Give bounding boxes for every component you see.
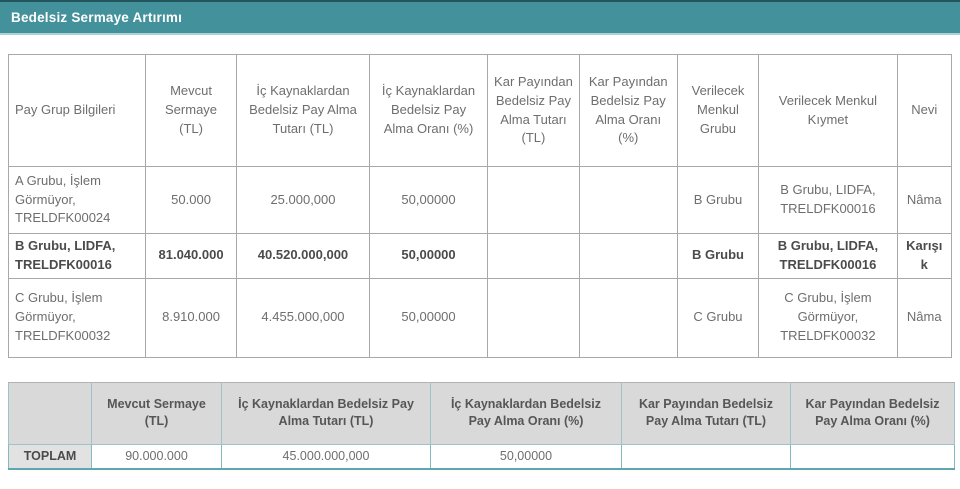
table-row (9, 234, 952, 279)
totals-table-header (9, 382, 955, 444)
column-header: Nevi (897, 55, 952, 167)
totals-cell (622, 444, 791, 469)
share-groups-table-header (9, 55, 952, 167)
totals-column-header: İç Kaynaklardan Bedelsiz Pay Alma Tutarı (TL) (222, 382, 431, 444)
table-cell: Nâma (897, 167, 952, 234)
totals-column-header: Mevcut Sermaye (TL) (92, 382, 222, 444)
totals-cell: 45.000.000,000 (222, 444, 431, 469)
page-title: Bedelsiz Sermaye Artırımı (11, 10, 183, 25)
table-cell: Nâma (897, 278, 952, 357)
column-header: Kar Payından Bedelsiz Pay Alma Tutarı (TL) (488, 55, 580, 167)
table-cell: 40.520.000,000 (236, 234, 369, 279)
table-cell (488, 167, 580, 234)
table-cell (579, 234, 677, 279)
totals-row-label: TOPLAM (9, 444, 92, 469)
table-cell: 81.040.000 (146, 234, 237, 279)
column-header: Kar Payından Bedelsiz Pay Alma Oranı (%) (579, 55, 677, 167)
table-cell: B Grubu (677, 167, 759, 234)
totals-row (9, 444, 955, 469)
column-header: Verilecek Menkul Kıymet (759, 55, 897, 167)
totals-cell: 90.000.000 (92, 444, 222, 469)
table-cell: C Grubu, İşlem Görmüyor, TRELDFK00032 (759, 278, 897, 357)
totals-column-header: Kar Payından Bedelsiz Pay Alma Oranı (%) (791, 382, 955, 444)
table-cell: B Grubu, LIDFA, TRELDFK00016 (759, 167, 897, 234)
table-cell: Karışık (897, 234, 952, 279)
table-cell: 50,00000 (370, 167, 488, 234)
column-header: Verilecek Menkul Grubu (677, 55, 759, 167)
totals-table-body (9, 444, 955, 469)
table-cell: 50,00000 (370, 278, 488, 357)
table-cell (579, 167, 677, 234)
totals-column-header (9, 382, 92, 444)
table-cell: B Grubu, LIDFA, TRELDFK00016 (9, 234, 146, 279)
column-header: Pay Grup Bilgileri (9, 55, 146, 167)
totals-table (8, 382, 955, 470)
table-cell: B Grubu (677, 234, 759, 279)
table-cell: B Grubu, LIDFA, TRELDFK00016 (759, 234, 897, 279)
table-cell: C Grubu (677, 278, 759, 357)
table-cell: 50.000 (146, 167, 237, 234)
totals-cell: 50,00000 (431, 444, 622, 469)
table-cell: 25.000,000 (236, 167, 369, 234)
column-header: İç Kaynaklardan Bedelsiz Pay Alma Tutarı (TL) (236, 55, 369, 167)
share-groups-table (8, 54, 952, 358)
table-row (9, 278, 952, 357)
table-cell: 8.910.000 (146, 278, 237, 357)
table-cell: 50,00000 (370, 234, 488, 279)
totals-cell (791, 444, 955, 469)
table-cell (579, 278, 677, 357)
table-cell: 4.455.000,000 (236, 278, 369, 357)
table-row (9, 167, 952, 234)
header-row (9, 55, 952, 167)
table-cell: A Grubu, İşlem Görmüyor, TRELDFK00024 (9, 167, 146, 234)
table-cell (488, 278, 580, 357)
table-cell: C Grubu, İşlem Görmüyor, TRELDFK00032 (9, 278, 146, 357)
totals-column-header: İç Kaynaklardan Bedelsiz Pay Alma Oranı (%) (431, 382, 622, 444)
column-header: Mevcut Sermaye (TL) (146, 55, 237, 167)
totals-header-row (9, 382, 955, 444)
table-cell (488, 234, 580, 279)
share-groups-table-body (9, 167, 952, 358)
section-title-bar (0, 0, 960, 35)
column-header: İç Kaynaklardan Bedelsiz Pay Alma Oranı (%) (370, 55, 488, 167)
totals-column-header: Kar Payından Bedelsiz Pay Alma Tutarı (TL) (622, 382, 791, 444)
